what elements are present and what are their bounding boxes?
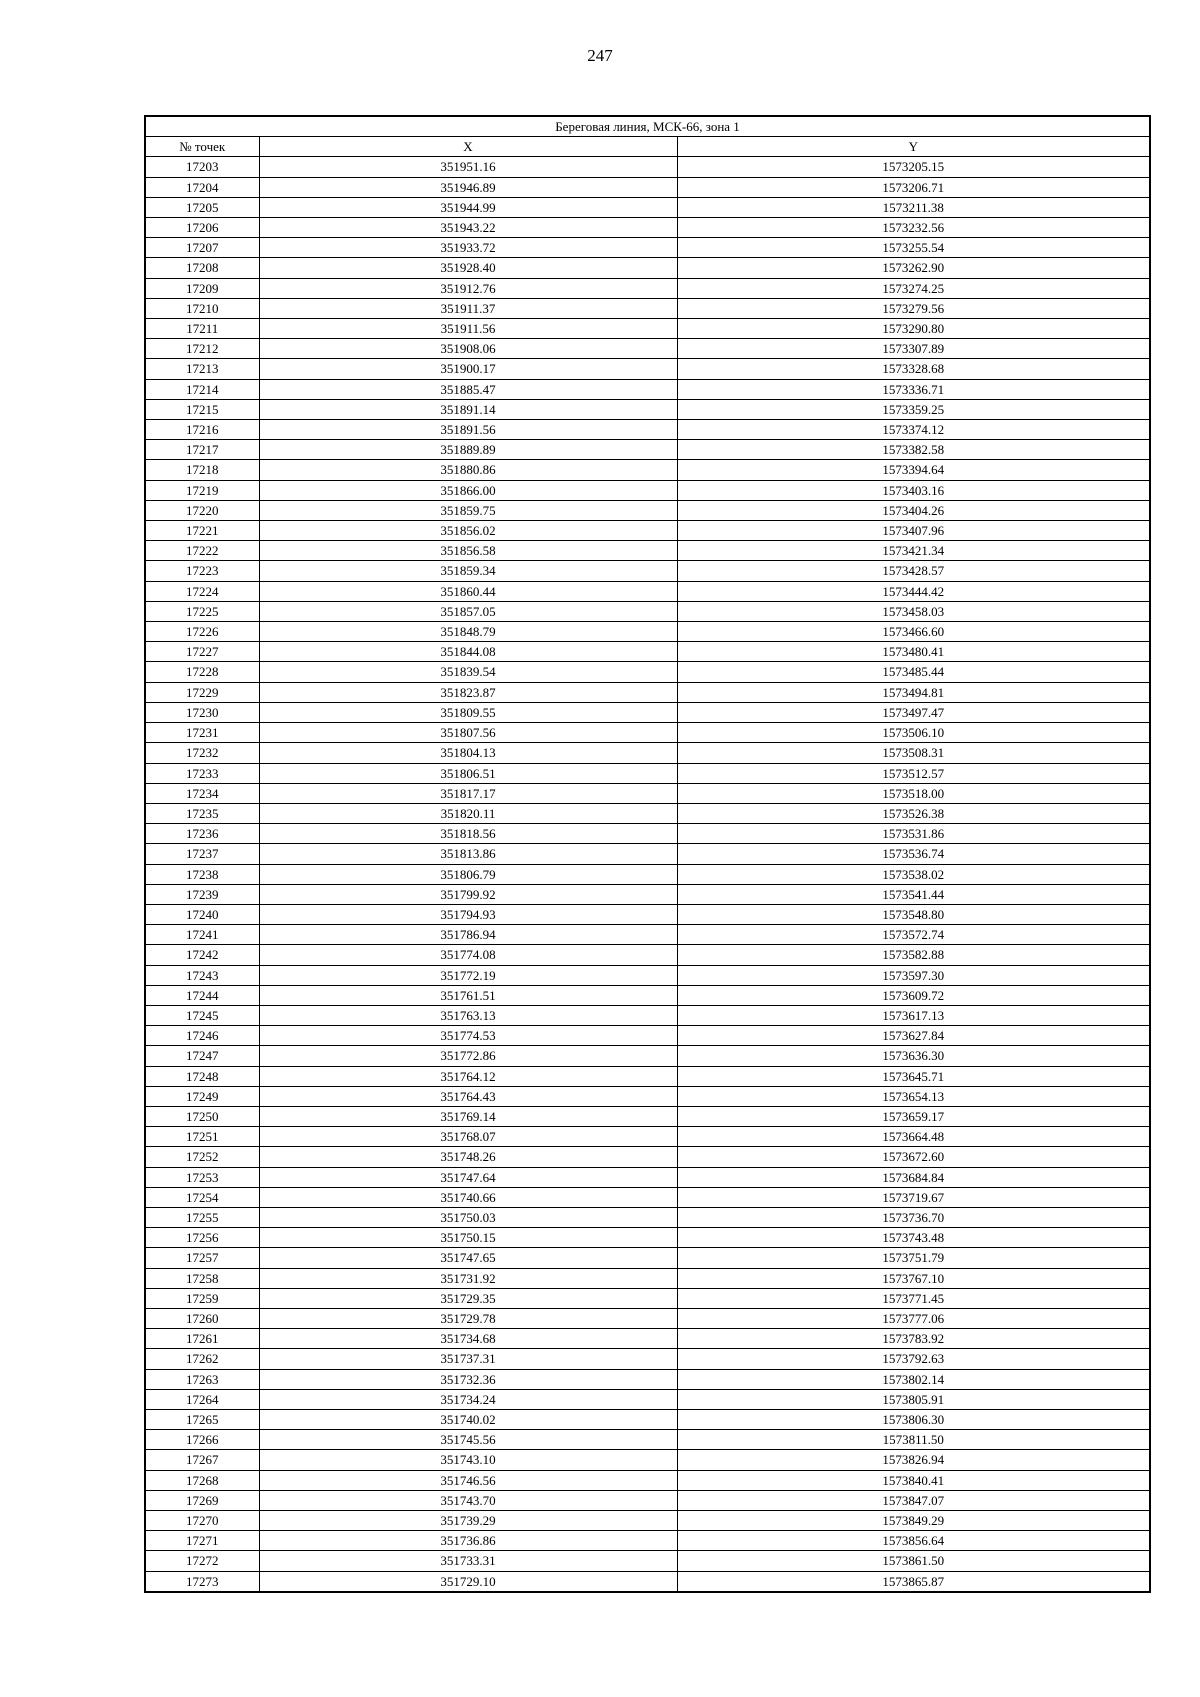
cell-point-number: 17245 <box>145 1005 259 1025</box>
cell-x: 351806.79 <box>259 864 677 884</box>
cell-y: 1573480.41 <box>677 642 1150 662</box>
table-row <box>145 1531 1150 1551</box>
cell-y: 1573206.71 <box>677 177 1150 197</box>
cell-x: 351750.03 <box>259 1207 677 1227</box>
cell-y: 1573404.26 <box>677 500 1150 520</box>
cell-point-number: 17246 <box>145 1026 259 1046</box>
table-row <box>145 1268 1150 1288</box>
cell-x: 351774.08 <box>259 945 677 965</box>
cell-x: 351729.10 <box>259 1571 677 1592</box>
cell-x: 351856.58 <box>259 541 677 561</box>
table-row <box>145 238 1150 258</box>
cell-x: 351951.16 <box>259 157 677 177</box>
cell-x: 351806.51 <box>259 763 677 783</box>
cell-point-number: 17244 <box>145 985 259 1005</box>
table-row <box>145 1187 1150 1207</box>
cell-x: 351737.31 <box>259 1349 677 1369</box>
cell-x: 351839.54 <box>259 662 677 682</box>
cell-x: 351823.87 <box>259 682 677 702</box>
cell-y: 1573617.13 <box>677 1005 1150 1025</box>
cell-y: 1573659.17 <box>677 1106 1150 1126</box>
table-row <box>145 783 1150 803</box>
cell-x: 351743.10 <box>259 1450 677 1470</box>
cell-x: 351817.17 <box>259 783 677 803</box>
cell-y: 1573865.87 <box>677 1571 1150 1592</box>
cell-point-number: 17218 <box>145 460 259 480</box>
table-row <box>145 1329 1150 1349</box>
cell-point-number: 17204 <box>145 177 259 197</box>
cell-y: 1573847.07 <box>677 1490 1150 1510</box>
cell-point-number: 17223 <box>145 561 259 581</box>
cell-x: 351804.13 <box>259 743 677 763</box>
cell-x: 351768.07 <box>259 1127 677 1147</box>
cell-y: 1573582.88 <box>677 945 1150 965</box>
table-row <box>145 1410 1150 1430</box>
cell-point-number: 17226 <box>145 622 259 642</box>
cell-y: 1573538.02 <box>677 864 1150 884</box>
cell-x: 351885.47 <box>259 379 677 399</box>
cell-x: 351774.53 <box>259 1026 677 1046</box>
cell-y: 1573849.29 <box>677 1511 1150 1531</box>
cell-point-number: 17231 <box>145 723 259 743</box>
cell-point-number: 17238 <box>145 864 259 884</box>
cell-x: 351769.14 <box>259 1106 677 1126</box>
cell-x: 351733.31 <box>259 1551 677 1571</box>
table-row <box>145 541 1150 561</box>
cell-point-number: 17270 <box>145 1511 259 1531</box>
table-row <box>145 1106 1150 1126</box>
cell-x: 351772.86 <box>259 1046 677 1066</box>
cell-y: 1573777.06 <box>677 1308 1150 1328</box>
cell-y: 1573458.03 <box>677 601 1150 621</box>
table-row <box>145 662 1150 682</box>
cell-x: 351820.11 <box>259 803 677 823</box>
cell-x: 351794.93 <box>259 904 677 924</box>
cell-x: 351745.56 <box>259 1430 677 1450</box>
cell-y: 1573508.31 <box>677 743 1150 763</box>
cell-y: 1573840.41 <box>677 1470 1150 1490</box>
cell-x: 351807.56 <box>259 723 677 743</box>
table-row <box>145 480 1150 500</box>
cell-x: 351943.22 <box>259 218 677 238</box>
cell-y: 1573856.64 <box>677 1531 1150 1551</box>
cell-x: 351731.92 <box>259 1268 677 1288</box>
table-row <box>145 177 1150 197</box>
table-row <box>145 1308 1150 1328</box>
cell-point-number: 17256 <box>145 1228 259 1248</box>
cell-point-number: 17266 <box>145 1430 259 1450</box>
cell-y: 1573811.50 <box>677 1430 1150 1450</box>
table-row <box>145 500 1150 520</box>
cell-y: 1573255.54 <box>677 238 1150 258</box>
cell-point-number: 17221 <box>145 521 259 541</box>
table-row <box>145 1551 1150 1571</box>
cell-y: 1573536.74 <box>677 844 1150 864</box>
cell-y: 1573767.10 <box>677 1268 1150 1288</box>
cell-y: 1573274.25 <box>677 278 1150 298</box>
cell-point-number: 17236 <box>145 824 259 844</box>
cell-x: 351729.35 <box>259 1288 677 1308</box>
table-row <box>145 1430 1150 1450</box>
cell-point-number: 17215 <box>145 399 259 419</box>
cell-y: 1573548.80 <box>677 904 1150 924</box>
table-row <box>145 723 1150 743</box>
cell-x: 351844.08 <box>259 642 677 662</box>
cell-x: 351859.34 <box>259 561 677 581</box>
cell-point-number: 17233 <box>145 763 259 783</box>
cell-point-number: 17249 <box>145 1086 259 1106</box>
cell-x: 351734.68 <box>259 1329 677 1349</box>
table-row <box>145 218 1150 238</box>
coordinates-table <box>144 115 1151 1593</box>
cell-y: 1573382.58 <box>677 440 1150 460</box>
cell-point-number: 17214 <box>145 379 259 399</box>
cell-x: 351866.00 <box>259 480 677 500</box>
cell-point-number: 17269 <box>145 1490 259 1510</box>
cell-y: 1573802.14 <box>677 1369 1150 1389</box>
cell-point-number: 17243 <box>145 965 259 985</box>
cell-x: 351736.86 <box>259 1531 677 1551</box>
cell-x: 351809.55 <box>259 702 677 722</box>
cell-x: 351743.70 <box>259 1490 677 1510</box>
cell-x: 351889.89 <box>259 440 677 460</box>
cell-point-number: 17212 <box>145 339 259 359</box>
cell-point-number: 17271 <box>145 1531 259 1551</box>
cell-x: 351880.86 <box>259 460 677 480</box>
table-row <box>145 1571 1150 1592</box>
cell-point-number: 17210 <box>145 298 259 318</box>
cell-y: 1573531.86 <box>677 824 1150 844</box>
cell-x: 351818.56 <box>259 824 677 844</box>
cell-x: 351750.15 <box>259 1228 677 1248</box>
cell-y: 1573262.90 <box>677 258 1150 278</box>
cell-y: 1573526.38 <box>677 803 1150 823</box>
cell-x: 351856.02 <box>259 521 677 541</box>
cell-y: 1573205.15 <box>677 157 1150 177</box>
table-row <box>145 197 1150 217</box>
cell-point-number: 17211 <box>145 319 259 339</box>
cell-point-number: 17217 <box>145 440 259 460</box>
table-row <box>145 1147 1150 1167</box>
table-row <box>145 1490 1150 1510</box>
cell-x: 351813.86 <box>259 844 677 864</box>
table-row <box>145 1026 1150 1046</box>
table-row <box>145 702 1150 722</box>
cell-point-number: 17251 <box>145 1127 259 1147</box>
table-row <box>145 298 1150 318</box>
cell-x: 351911.56 <box>259 319 677 339</box>
cell-point-number: 17205 <box>145 197 259 217</box>
table-row <box>145 844 1150 864</box>
cell-point-number: 17273 <box>145 1571 259 1592</box>
cell-y: 1573211.38 <box>677 197 1150 217</box>
table-row <box>145 904 1150 924</box>
cell-point-number: 17254 <box>145 1187 259 1207</box>
cell-y: 1573645.71 <box>677 1066 1150 1086</box>
cell-x: 351944.99 <box>259 197 677 217</box>
cell-x: 351732.36 <box>259 1369 677 1389</box>
table-body <box>145 157 1150 1592</box>
cell-point-number: 17253 <box>145 1167 259 1187</box>
cell-y: 1573597.30 <box>677 965 1150 985</box>
cell-x: 351764.43 <box>259 1086 677 1106</box>
table-row <box>145 622 1150 642</box>
table-row <box>145 1005 1150 1025</box>
table-row <box>145 561 1150 581</box>
table-row <box>145 965 1150 985</box>
cell-point-number: 17222 <box>145 541 259 561</box>
cell-point-number: 17261 <box>145 1329 259 1349</box>
cell-x: 351911.37 <box>259 298 677 318</box>
cell-x: 351908.06 <box>259 339 677 359</box>
table-row <box>145 864 1150 884</box>
cell-y: 1573518.00 <box>677 783 1150 803</box>
table-row <box>145 420 1150 440</box>
table-row <box>145 1511 1150 1531</box>
cell-x: 351891.56 <box>259 420 677 440</box>
cell-point-number: 17268 <box>145 1470 259 1490</box>
table-row <box>145 803 1150 823</box>
cell-y: 1573512.57 <box>677 763 1150 783</box>
cell-y: 1573751.79 <box>677 1248 1150 1268</box>
cell-point-number: 17248 <box>145 1066 259 1086</box>
table-row <box>145 1066 1150 1086</box>
cell-y: 1573290.80 <box>677 319 1150 339</box>
table-row <box>145 1167 1150 1187</box>
cell-y: 1573743.48 <box>677 1228 1150 1248</box>
cell-point-number: 17262 <box>145 1349 259 1369</box>
cell-point-number: 17235 <box>145 803 259 823</box>
cell-point-number: 17259 <box>145 1288 259 1308</box>
table-row <box>145 1288 1150 1308</box>
cell-point-number: 17216 <box>145 420 259 440</box>
table-row <box>145 1248 1150 1268</box>
page-number: 247 <box>587 46 613 65</box>
cell-y: 1573684.84 <box>677 1167 1150 1187</box>
cell-y: 1573403.16 <box>677 480 1150 500</box>
cell-x: 351928.40 <box>259 258 677 278</box>
table-row <box>145 278 1150 298</box>
cell-x: 351912.76 <box>259 278 677 298</box>
cell-y: 1573421.34 <box>677 541 1150 561</box>
cell-y: 1573806.30 <box>677 1410 1150 1430</box>
cell-x: 351747.65 <box>259 1248 677 1268</box>
table-row <box>145 1046 1150 1066</box>
cell-y: 1573232.56 <box>677 218 1150 238</box>
cell-x: 351891.14 <box>259 399 677 419</box>
table-title: Береговая линия, МСК-66, зона 1 <box>145 116 1150 137</box>
cell-y: 1573664.48 <box>677 1127 1150 1147</box>
cell-point-number: 17234 <box>145 783 259 803</box>
table-row <box>145 581 1150 601</box>
cell-x: 351946.89 <box>259 177 677 197</box>
table-row <box>145 1389 1150 1409</box>
table-row <box>145 884 1150 904</box>
cell-point-number: 17265 <box>145 1410 259 1430</box>
cell-point-number: 17247 <box>145 1046 259 1066</box>
header-y: Y <box>677 137 1150 157</box>
table-row <box>145 743 1150 763</box>
table-row <box>145 985 1150 1005</box>
cell-x: 351747.64 <box>259 1167 677 1187</box>
cell-point-number: 17220 <box>145 500 259 520</box>
cell-y: 1573783.92 <box>677 1329 1150 1349</box>
cell-y: 1573307.89 <box>677 339 1150 359</box>
cell-x: 351761.51 <box>259 985 677 1005</box>
cell-point-number: 17232 <box>145 743 259 763</box>
cell-x: 351748.26 <box>259 1147 677 1167</box>
cell-y: 1573792.63 <box>677 1349 1150 1369</box>
cell-point-number: 17257 <box>145 1248 259 1268</box>
cell-x: 351857.05 <box>259 601 677 621</box>
cell-y: 1573279.56 <box>677 298 1150 318</box>
table-title-row <box>145 116 1150 137</box>
cell-point-number: 17255 <box>145 1207 259 1227</box>
table-row <box>145 682 1150 702</box>
cell-y: 1573572.74 <box>677 925 1150 945</box>
cell-point-number: 17227 <box>145 642 259 662</box>
table-row <box>145 440 1150 460</box>
cell-x: 351860.44 <box>259 581 677 601</box>
table-row <box>145 945 1150 965</box>
cell-point-number: 17239 <box>145 884 259 904</box>
cell-point-number: 17213 <box>145 359 259 379</box>
table-row <box>145 1349 1150 1369</box>
cell-x: 351740.02 <box>259 1410 677 1430</box>
cell-point-number: 17224 <box>145 581 259 601</box>
header-point-number: № точек <box>145 137 259 157</box>
cell-y: 1573805.91 <box>677 1389 1150 1409</box>
cell-point-number: 17258 <box>145 1268 259 1288</box>
cell-y: 1573444.42 <box>677 581 1150 601</box>
table-header-row <box>145 137 1150 157</box>
cell-x: 351734.24 <box>259 1389 677 1409</box>
table-row <box>145 1127 1150 1147</box>
cell-point-number: 17252 <box>145 1147 259 1167</box>
table-row <box>145 824 1150 844</box>
cell-y: 1573861.50 <box>677 1551 1150 1571</box>
cell-point-number: 17264 <box>145 1389 259 1409</box>
header-x: X <box>259 137 677 157</box>
table-row <box>145 399 1150 419</box>
cell-x: 351739.29 <box>259 1511 677 1531</box>
cell-y: 1573466.60 <box>677 622 1150 642</box>
cell-x: 351786.94 <box>259 925 677 945</box>
cell-y: 1573719.67 <box>677 1187 1150 1207</box>
cell-x: 351848.79 <box>259 622 677 642</box>
cell-point-number: 17260 <box>145 1308 259 1328</box>
cell-point-number: 17208 <box>145 258 259 278</box>
cell-point-number: 17230 <box>145 702 259 722</box>
cell-y: 1573336.71 <box>677 379 1150 399</box>
cell-y: 1573374.12 <box>677 420 1150 440</box>
cell-point-number: 17206 <box>145 218 259 238</box>
cell-y: 1573428.57 <box>677 561 1150 581</box>
table-row <box>145 1228 1150 1248</box>
cell-point-number: 17209 <box>145 278 259 298</box>
cell-y: 1573627.84 <box>677 1026 1150 1046</box>
cell-y: 1573394.64 <box>677 460 1150 480</box>
cell-x: 351729.78 <box>259 1308 677 1328</box>
cell-y: 1573771.45 <box>677 1288 1150 1308</box>
cell-x: 351764.12 <box>259 1066 677 1086</box>
cell-y: 1573541.44 <box>677 884 1150 904</box>
cell-x: 351772.19 <box>259 965 677 985</box>
cell-y: 1573654.13 <box>677 1086 1150 1106</box>
table-row <box>145 460 1150 480</box>
cell-y: 1573736.70 <box>677 1207 1150 1227</box>
cell-point-number: 17267 <box>145 1450 259 1470</box>
cell-point-number: 17242 <box>145 945 259 965</box>
cell-y: 1573485.44 <box>677 662 1150 682</box>
cell-y: 1573497.47 <box>677 702 1150 722</box>
table-row <box>145 359 1150 379</box>
table-row <box>145 521 1150 541</box>
cell-point-number: 17225 <box>145 601 259 621</box>
cell-y: 1573359.25 <box>677 399 1150 419</box>
cell-x: 351933.72 <box>259 238 677 258</box>
cell-y: 1573609.72 <box>677 985 1150 1005</box>
cell-y: 1573506.10 <box>677 723 1150 743</box>
table-row <box>145 1086 1150 1106</box>
cell-point-number: 17237 <box>145 844 259 864</box>
cell-y: 1573672.60 <box>677 1147 1150 1167</box>
table-row <box>145 1470 1150 1490</box>
table-row <box>145 925 1150 945</box>
cell-y: 1573826.94 <box>677 1450 1150 1470</box>
cell-x: 351763.13 <box>259 1005 677 1025</box>
table-row <box>145 258 1150 278</box>
cell-point-number: 17272 <box>145 1551 259 1571</box>
cell-x: 351900.17 <box>259 359 677 379</box>
table-row <box>145 601 1150 621</box>
table-row <box>145 642 1150 662</box>
cell-y: 1573494.81 <box>677 682 1150 702</box>
cell-y: 1573407.96 <box>677 521 1150 541</box>
cell-point-number: 17207 <box>145 238 259 258</box>
table-row <box>145 339 1150 359</box>
cell-y: 1573328.68 <box>677 359 1150 379</box>
cell-x: 351799.92 <box>259 884 677 904</box>
cell-point-number: 17263 <box>145 1369 259 1389</box>
table-row <box>145 1207 1150 1227</box>
cell-point-number: 17241 <box>145 925 259 945</box>
table-row <box>145 319 1150 339</box>
cell-point-number: 17229 <box>145 682 259 702</box>
cell-y: 1573636.30 <box>677 1046 1150 1066</box>
table-row <box>145 157 1150 177</box>
cell-x: 351859.75 <box>259 500 677 520</box>
cell-point-number: 17203 <box>145 157 259 177</box>
table-row <box>145 1369 1150 1389</box>
cell-point-number: 17228 <box>145 662 259 682</box>
table-row <box>145 379 1150 399</box>
cell-point-number: 17240 <box>145 904 259 924</box>
cell-x: 351746.56 <box>259 1470 677 1490</box>
cell-x: 351740.66 <box>259 1187 677 1207</box>
table-row <box>145 763 1150 783</box>
cell-point-number: 17250 <box>145 1106 259 1126</box>
table-row <box>145 1450 1150 1470</box>
cell-point-number: 17219 <box>145 480 259 500</box>
